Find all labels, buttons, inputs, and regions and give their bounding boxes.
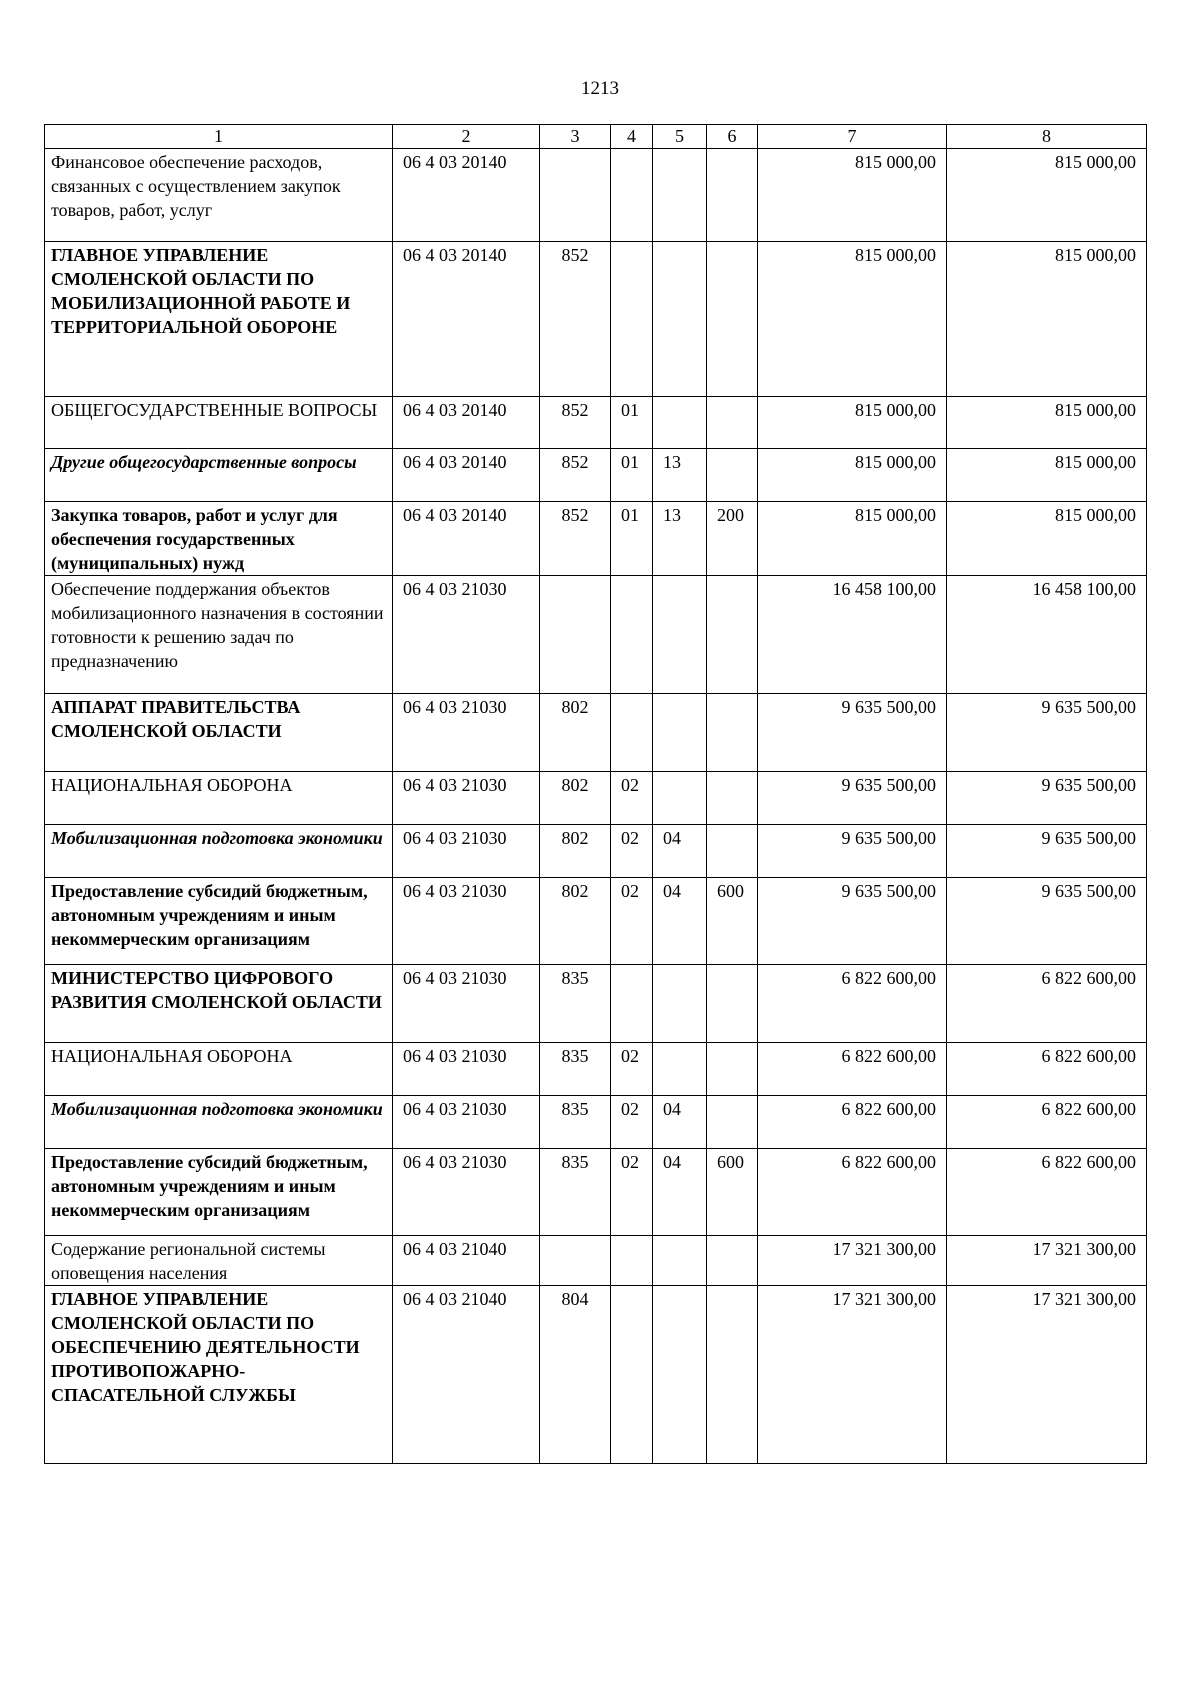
row-amount-col7-cell: 6 822 600,00 [758, 1096, 947, 1149]
row-amount-col8-cell: 9 635 500,00 [947, 825, 1147, 878]
row-name-cell: Мобилизационная подготовка экономики [45, 825, 393, 878]
row-section-cell: 01 [611, 397, 653, 449]
row-amount-col7-cell: 9 635 500,00 [758, 825, 947, 878]
row-code-cell: 06 4 03 21030 [393, 1149, 540, 1236]
row-admin-code-cell: 835 [540, 1149, 611, 1236]
row-amount-col8-cell: 815 000,00 [947, 449, 1147, 502]
row-expense-type-cell [707, 1096, 758, 1149]
row-amount-col7-cell: 17 321 300,00 [758, 1236, 947, 1286]
row-amount-col7-cell: 815 000,00 [758, 502, 947, 576]
row-amount-col8-cell: 17 321 300,00 [947, 1286, 1147, 1464]
row-expense-type-cell [707, 1286, 758, 1464]
row-admin-code-cell: 852 [540, 449, 611, 502]
row-amount-col8-cell: 16 458 100,00 [947, 576, 1147, 694]
row-admin-code-cell [540, 1236, 611, 1286]
row-section-cell: 02 [611, 772, 653, 825]
row-amount-col7-cell: 6 822 600,00 [758, 965, 947, 1043]
row-admin-code-cell [540, 576, 611, 694]
row-name-cell: МИНИСТЕРСТВО ЦИФРОВОГО РАЗВИТИЯ СМОЛЕНСКОЙ ОБЛАСТИ [45, 965, 393, 1043]
row-name-cell: АППАРАТ ПРАВИТЕЛЬСТВА СМОЛЕНСКОЙ ОБЛАСТИ [45, 694, 393, 772]
row-code-cell: 06 4 03 21030 [393, 1043, 540, 1096]
table-row [45, 1236, 1147, 1286]
row-section-cell: 02 [611, 1043, 653, 1096]
row-subsection-cell: 04 [653, 825, 707, 878]
row-admin-code-cell: 802 [540, 694, 611, 772]
row-subsection-cell [653, 576, 707, 694]
row-expense-type-cell: 200 [707, 502, 758, 576]
row-amount-col7-cell: 9 635 500,00 [758, 694, 947, 772]
row-admin-code-cell: 852 [540, 242, 611, 397]
row-amount-col8-cell: 6 822 600,00 [947, 1043, 1147, 1096]
column-header: 8 [947, 125, 1147, 149]
row-admin-code-cell: 835 [540, 965, 611, 1043]
row-code-cell: 06 4 03 20140 [393, 502, 540, 576]
row-section-cell: 02 [611, 878, 653, 965]
table-row [45, 502, 1147, 576]
table-header-row [45, 125, 1147, 149]
column-header: 5 [653, 125, 707, 149]
row-amount-col8-cell: 815 000,00 [947, 397, 1147, 449]
row-subsection-cell [653, 694, 707, 772]
row-section-cell [611, 242, 653, 397]
column-header: 1 [45, 125, 393, 149]
row-subsection-cell [653, 149, 707, 242]
row-section-cell [611, 576, 653, 694]
row-section-cell [611, 1236, 653, 1286]
column-header: 2 [393, 125, 540, 149]
table-row [45, 878, 1147, 965]
row-admin-code-cell: 852 [540, 502, 611, 576]
row-expense-type-cell [707, 1043, 758, 1096]
row-amount-col8-cell: 815 000,00 [947, 502, 1147, 576]
row-expense-type-cell [707, 1236, 758, 1286]
row-section-cell [611, 1286, 653, 1464]
row-amount-col8-cell: 815 000,00 [947, 242, 1147, 397]
row-admin-code-cell: 802 [540, 878, 611, 965]
row-expense-type-cell [707, 694, 758, 772]
row-name-cell: Предоставление субсидий бюджетным, автономным учреждениям и иным некоммерческим организациям [45, 878, 393, 965]
row-code-cell: 06 4 03 21030 [393, 772, 540, 825]
table-row [45, 1096, 1147, 1149]
table-row [45, 772, 1147, 825]
budget-table [44, 124, 1147, 1464]
row-name-cell: Мобилизационная подготовка экономики [45, 1096, 393, 1149]
row-name-cell: Финансовое обеспечение расходов, связанных с осуществлением закупок товаров, работ, услуг [45, 149, 393, 242]
row-section-cell [611, 694, 653, 772]
table-row [45, 397, 1147, 449]
row-code-cell: 06 4 03 20140 [393, 149, 540, 242]
row-name-cell: ГЛАВНОЕ УПРАВЛЕНИЕ СМОЛЕНСКОЙ ОБЛАСТИ ПО ОБЕСПЕЧЕНИЮ ДЕЯТЕЛЬНОСТИ ПРОТИВОПОЖАРНО-СПАСАТЕЛЬНОЙ СЛУЖБЫ [45, 1286, 393, 1464]
row-section-cell [611, 965, 653, 1043]
row-subsection-cell [653, 242, 707, 397]
row-amount-col7-cell: 815 000,00 [758, 149, 947, 242]
row-expense-type-cell [707, 965, 758, 1043]
row-admin-code-cell: 802 [540, 772, 611, 825]
row-code-cell: 06 4 03 21040 [393, 1236, 540, 1286]
row-name-cell: Предоставление субсидий бюджетным, автономным учреждениям и иным некоммерческим организациям [45, 1149, 393, 1236]
row-code-cell: 06 4 03 20140 [393, 449, 540, 502]
row-name-cell: Другие общегосударственные вопросы [45, 449, 393, 502]
row-amount-col7-cell: 815 000,00 [758, 449, 947, 502]
row-subsection-cell [653, 1043, 707, 1096]
row-expense-type-cell [707, 397, 758, 449]
row-code-cell: 06 4 03 21040 [393, 1286, 540, 1464]
row-code-cell: 06 4 03 21030 [393, 694, 540, 772]
row-name-cell: ГЛАВНОЕ УПРАВЛЕНИЕ СМОЛЕНСКОЙ ОБЛАСТИ ПО МОБИЛИЗАЦИОННОЙ РАБОТЕ И ТЕРРИТОРИАЛЬНОЙ ОБОРОНЕ [45, 242, 393, 397]
row-expense-type-cell [707, 825, 758, 878]
row-expense-type-cell [707, 772, 758, 825]
row-code-cell: 06 4 03 20140 [393, 242, 540, 397]
column-header: 3 [540, 125, 611, 149]
row-amount-col7-cell: 815 000,00 [758, 397, 947, 449]
row-subsection-cell: 04 [653, 878, 707, 965]
row-subsection-cell: 04 [653, 1096, 707, 1149]
row-amount-col8-cell: 9 635 500,00 [947, 772, 1147, 825]
table-row [45, 694, 1147, 772]
row-name-cell: Обеспечение поддержания объектов мобилизационного назначения в состоянии готовности к решению задач по предназначению [45, 576, 393, 694]
row-name-cell: НАЦИОНАЛЬНАЯ ОБОРОНА [45, 772, 393, 825]
row-amount-col7-cell: 815 000,00 [758, 242, 947, 397]
row-admin-code-cell [540, 149, 611, 242]
row-code-cell: 06 4 03 21030 [393, 576, 540, 694]
row-amount-col7-cell: 17 321 300,00 [758, 1286, 947, 1464]
table-row [45, 449, 1147, 502]
row-admin-code-cell: 802 [540, 825, 611, 878]
row-code-cell: 06 4 03 21030 [393, 1096, 540, 1149]
table-row [45, 965, 1147, 1043]
table-row [45, 149, 1147, 242]
row-name-cell: ОБЩЕГОСУДАРСТВЕННЫЕ ВОПРОСЫ [45, 397, 393, 449]
row-name-cell: НАЦИОНАЛЬНАЯ ОБОРОНА [45, 1043, 393, 1096]
table-row [45, 1286, 1147, 1464]
row-subsection-cell: 13 [653, 449, 707, 502]
row-expense-type-cell [707, 449, 758, 502]
row-amount-col7-cell: 6 822 600,00 [758, 1149, 947, 1236]
table-row [45, 576, 1147, 694]
column-header: 4 [611, 125, 653, 149]
row-code-cell: 06 4 03 21030 [393, 965, 540, 1043]
row-amount-col7-cell: 9 635 500,00 [758, 772, 947, 825]
table-row [45, 1149, 1147, 1236]
row-subsection-cell [653, 1286, 707, 1464]
row-subsection-cell [653, 965, 707, 1043]
page-number: 1213 [581, 78, 619, 99]
row-name-cell: Содержание региональной системы оповещения населения [45, 1236, 393, 1286]
row-subsection-cell: 13 [653, 502, 707, 576]
row-amount-col7-cell: 16 458 100,00 [758, 576, 947, 694]
row-subsection-cell [653, 1236, 707, 1286]
row-expense-type-cell [707, 576, 758, 694]
row-amount-col8-cell: 9 635 500,00 [947, 694, 1147, 772]
row-subsection-cell [653, 397, 707, 449]
row-amount-col8-cell: 815 000,00 [947, 149, 1147, 242]
row-subsection-cell [653, 772, 707, 825]
row-expense-type-cell: 600 [707, 878, 758, 965]
row-amount-col7-cell: 9 635 500,00 [758, 878, 947, 965]
row-admin-code-cell: 835 [540, 1096, 611, 1149]
row-section-cell: 02 [611, 1149, 653, 1236]
row-amount-col7-cell: 6 822 600,00 [758, 1043, 947, 1096]
column-header: 6 [707, 125, 758, 149]
row-name-cell: Закупка товаров, работ и услуг для обеспечения государственных (муниципальных) нужд [45, 502, 393, 576]
column-header: 7 [758, 125, 947, 149]
row-amount-col8-cell: 9 635 500,00 [947, 878, 1147, 965]
row-admin-code-cell: 852 [540, 397, 611, 449]
row-admin-code-cell: 804 [540, 1286, 611, 1464]
row-subsection-cell: 04 [653, 1149, 707, 1236]
row-amount-col8-cell: 17 321 300,00 [947, 1236, 1147, 1286]
row-amount-col8-cell: 6 822 600,00 [947, 1096, 1147, 1149]
row-section-cell: 01 [611, 502, 653, 576]
table-body [45, 125, 1147, 1464]
row-section-cell: 01 [611, 449, 653, 502]
table-row [45, 1043, 1147, 1096]
row-section-cell [611, 149, 653, 242]
row-expense-type-cell: 600 [707, 1149, 758, 1236]
row-amount-col8-cell: 6 822 600,00 [947, 1149, 1147, 1236]
row-expense-type-cell [707, 242, 758, 397]
row-code-cell: 06 4 03 21030 [393, 825, 540, 878]
row-section-cell: 02 [611, 825, 653, 878]
row-admin-code-cell: 835 [540, 1043, 611, 1096]
row-amount-col8-cell: 6 822 600,00 [947, 965, 1147, 1043]
table-row [45, 825, 1147, 878]
row-expense-type-cell [707, 149, 758, 242]
table-row [45, 242, 1147, 397]
row-code-cell: 06 4 03 20140 [393, 397, 540, 449]
row-code-cell: 06 4 03 21030 [393, 878, 540, 965]
row-section-cell: 02 [611, 1096, 653, 1149]
